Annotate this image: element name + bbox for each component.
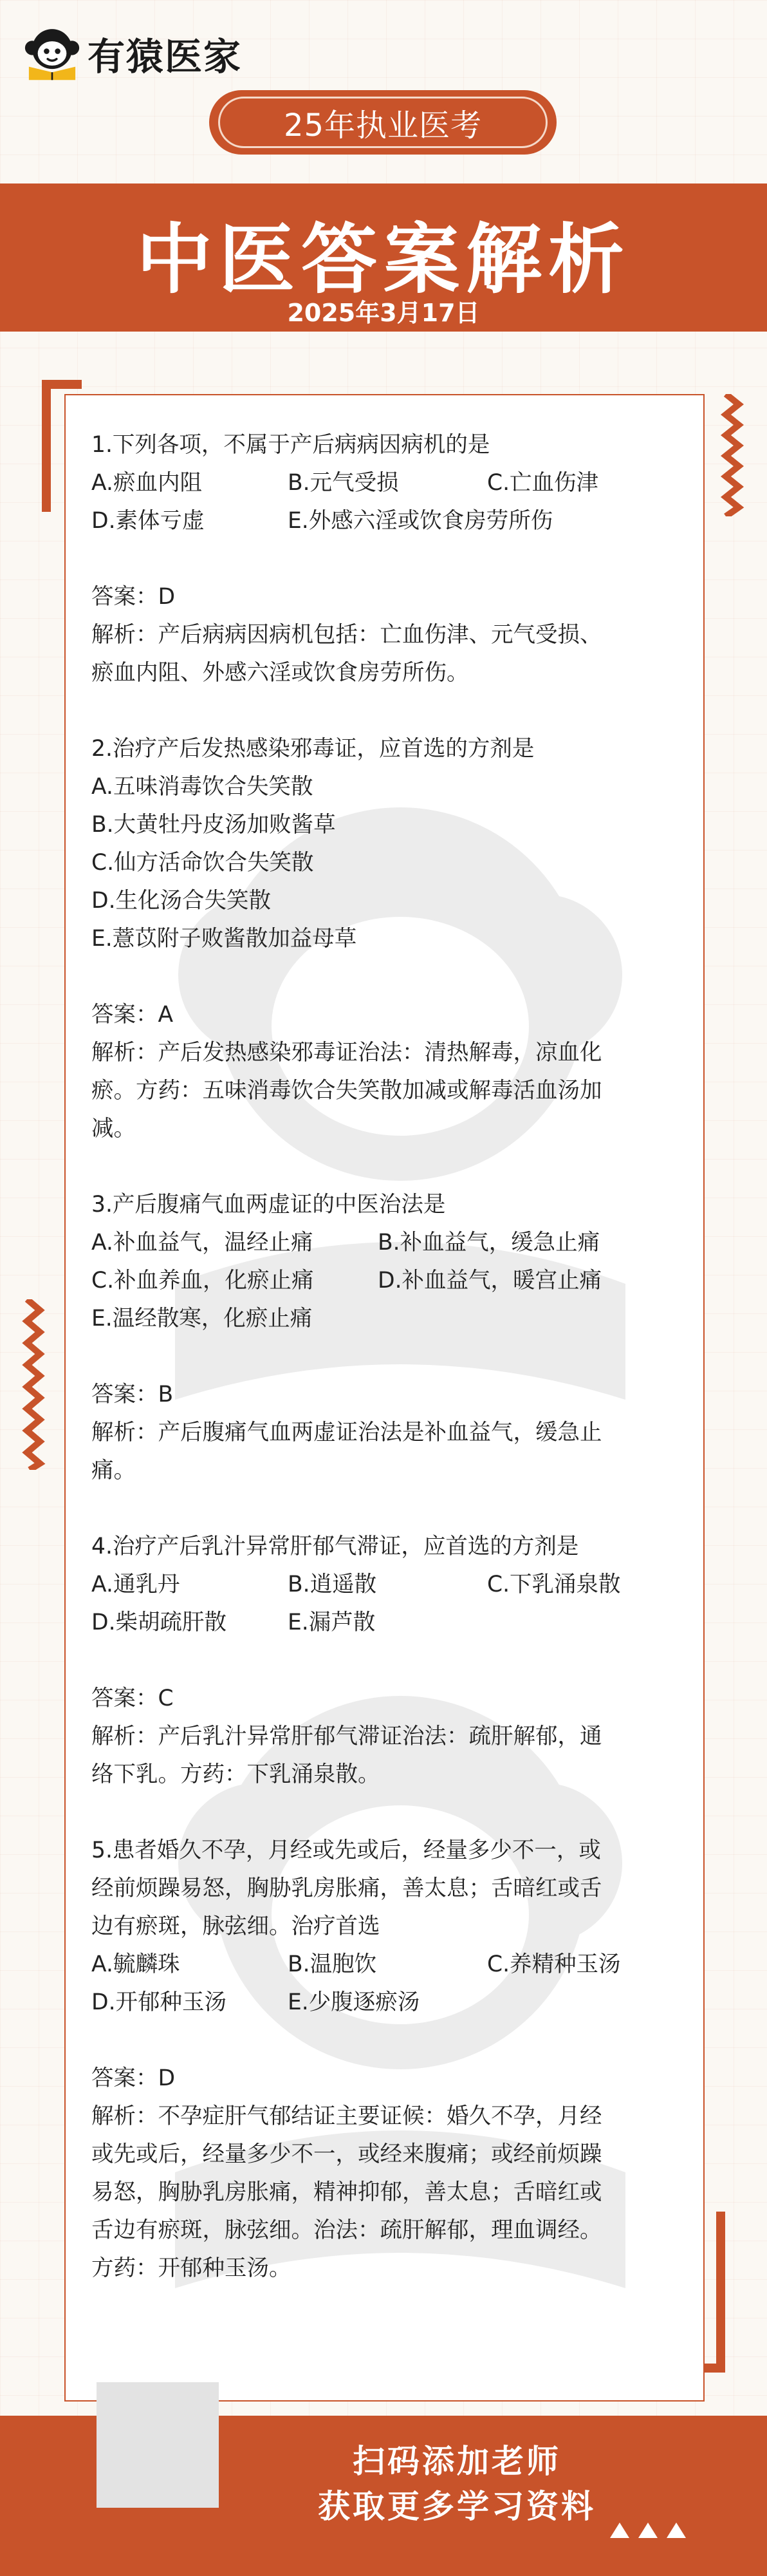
question-text: 5.患者婚久不孕，月经或先或后，经量多少不一，或 <box>91 1838 601 1863</box>
analysis-line: 痛。 <box>91 1458 136 1483</box>
option-d: D.开郁种玉汤 <box>91 1989 227 2015</box>
question-block-4 <box>91 1528 683 1794</box>
page-title: 中医答案解析 <box>136 215 631 304</box>
zigzag-decoration-left <box>21 1299 46 1470</box>
answer-text: 答案：D <box>91 584 176 610</box>
option-row <box>91 502 683 540</box>
question-block-5 <box>91 1832 683 2288</box>
option-c: C.下乳涌泉散 <box>487 1572 621 1597</box>
question-block-2 <box>91 730 683 1148</box>
question-text: 4.治疗产后乳汁异常肝郁气滞证，应首选的方剂是 <box>91 1534 579 1559</box>
question-text: 边有瘀斑，脉弦细。治疗首选 <box>91 1913 380 1939</box>
analysis-line: 瘀血内阻、外感六淫或饮食房劳所伤。 <box>91 660 469 686</box>
question-text: 2.治疗产后发热感染邪毒证，应首选的方剂是 <box>91 736 535 762</box>
option-row <box>91 1946 683 1984</box>
triangle-icon <box>667 2523 686 2538</box>
triangle-icon <box>638 2523 658 2538</box>
analysis-line: 方药：开郁种玉汤。 <box>91 2255 291 2281</box>
analysis-line: 解析：不孕症肝气郁结证主要证候：婚久不孕，月经 <box>91 2103 602 2129</box>
cta-line-1: 扫码添加老师 <box>353 2443 561 2480</box>
option-b: B.逍遥散 <box>288 1572 377 1597</box>
monkey-reading-logo-icon <box>24 26 80 81</box>
analysis-line: 解析：产后腹痛气血两虚证治法是补血益气，缓急止 <box>91 1420 602 1445</box>
exam-tag <box>209 90 557 155</box>
option-e: E.外感六淫或饮食房劳所伤 <box>288 508 553 534</box>
exam-tag-label: 25年执业医考 <box>283 107 483 144</box>
arrow-decoration <box>610 2523 686 2538</box>
option-row <box>91 1566 683 1604</box>
option-c: C.亡血伤津 <box>487 470 599 496</box>
page-date: 2025年3月17日 <box>287 299 480 327</box>
option-a: A.五味消毒饮合失笑散 <box>91 774 313 800</box>
analysis-line: 舌边有瘀斑，脉弦细。治法：疏肝解郁，理血调经。 <box>91 2217 602 2243</box>
question-text: 经前烦躁易怒，胸胁乳房胀痛，善太息；舌暗红或舌 <box>91 1876 602 1901</box>
analysis-line: 易怒，胸胁乳房胀痛，精神抑郁，善太息；舌暗红或 <box>91 2179 602 2205</box>
option-c: C.补血养血，化瘀止痛 <box>91 1268 314 1293</box>
question-text: 3.产后腹痛气血两虚证的中医治法是 <box>91 1192 446 1217</box>
option-d: D.补血益气，暖宫止痛 <box>378 1268 602 1293</box>
analysis-line: 络下乳。方药：下乳涌泉散。 <box>91 1762 380 1787</box>
option-e: E.温经散寒，化瘀止痛 <box>91 1306 313 1331</box>
option-d: D.柴胡疏肝散 <box>91 1610 227 1635</box>
option-a: A.通乳丹 <box>91 1572 180 1597</box>
answer-text: 答案：A <box>91 1002 174 1028</box>
qr-code-placeholder[interactable] <box>97 2382 219 2508</box>
qa-card <box>64 394 705 2402</box>
analysis-line: 减。 <box>91 1116 136 1142</box>
option-c: C.养精种玉汤 <box>487 1951 621 1977</box>
question-block-1 <box>91 426 683 692</box>
option-row <box>91 1224 683 1262</box>
analysis-line: 瘀。方药：五味消毒饮合失笑散加减或解毒活血汤加 <box>91 1078 602 1104</box>
answer-text: 答案：B <box>91 1382 174 1407</box>
option-d: D.素体亏虚 <box>91 508 205 534</box>
brand-logo <box>24 26 242 81</box>
option-b: B.温胞饮 <box>288 1951 377 1977</box>
qa-content <box>91 426 683 2288</box>
cta-line-2: 获取更多学习资料 <box>318 2488 596 2525</box>
zigzag-decoration-right <box>719 394 745 516</box>
analysis-line: 解析：产后病病因病机包括：亡血伤津、元气受损、 <box>91 622 602 648</box>
option-e: E.薏苡附子败酱散加益母草 <box>91 926 357 952</box>
analysis-line: 或先或后，经量多少不一，或经来腹痛；或经前烦躁 <box>91 2141 602 2167</box>
question-text: 1.下列各项，不属于产后病病因病机的是 <box>91 432 490 458</box>
question-block-3 <box>91 1186 683 1490</box>
option-e: E.少腹逐瘀汤 <box>288 1989 420 2015</box>
answer-text: 答案：D <box>91 2065 176 2091</box>
option-b: B.补血益气，缓急止痛 <box>378 1230 600 1255</box>
option-row <box>91 1604 683 1642</box>
answer-text: 答案：C <box>91 1686 174 1711</box>
option-row <box>91 1262 683 1300</box>
option-a: A.毓麟珠 <box>91 1951 180 1977</box>
option-a: A.瘀血内阻 <box>91 470 202 496</box>
option-d: D.生化汤合失笑散 <box>91 888 272 914</box>
option-row <box>91 464 683 502</box>
option-e: E.漏芦散 <box>288 1610 376 1635</box>
brand-name: 有猿医家 <box>88 35 243 79</box>
option-row <box>91 1984 683 2022</box>
option-b: B.大黄牡丹皮汤加败酱草 <box>91 812 336 838</box>
option-b: B.元气受损 <box>288 470 399 496</box>
analysis-line: 解析：产后乳汁异常肝郁气滞证治法：疏肝解郁，通 <box>91 1724 602 1749</box>
option-c: C.仙方活命饮合失笑散 <box>91 850 314 876</box>
analysis-line: 解析：产后发热感染邪毒证治法：清热解毒，凉血化 <box>91 1040 602 1066</box>
option-a: A.补血益气，温经止痛 <box>91 1230 313 1255</box>
triangle-icon <box>610 2523 629 2538</box>
